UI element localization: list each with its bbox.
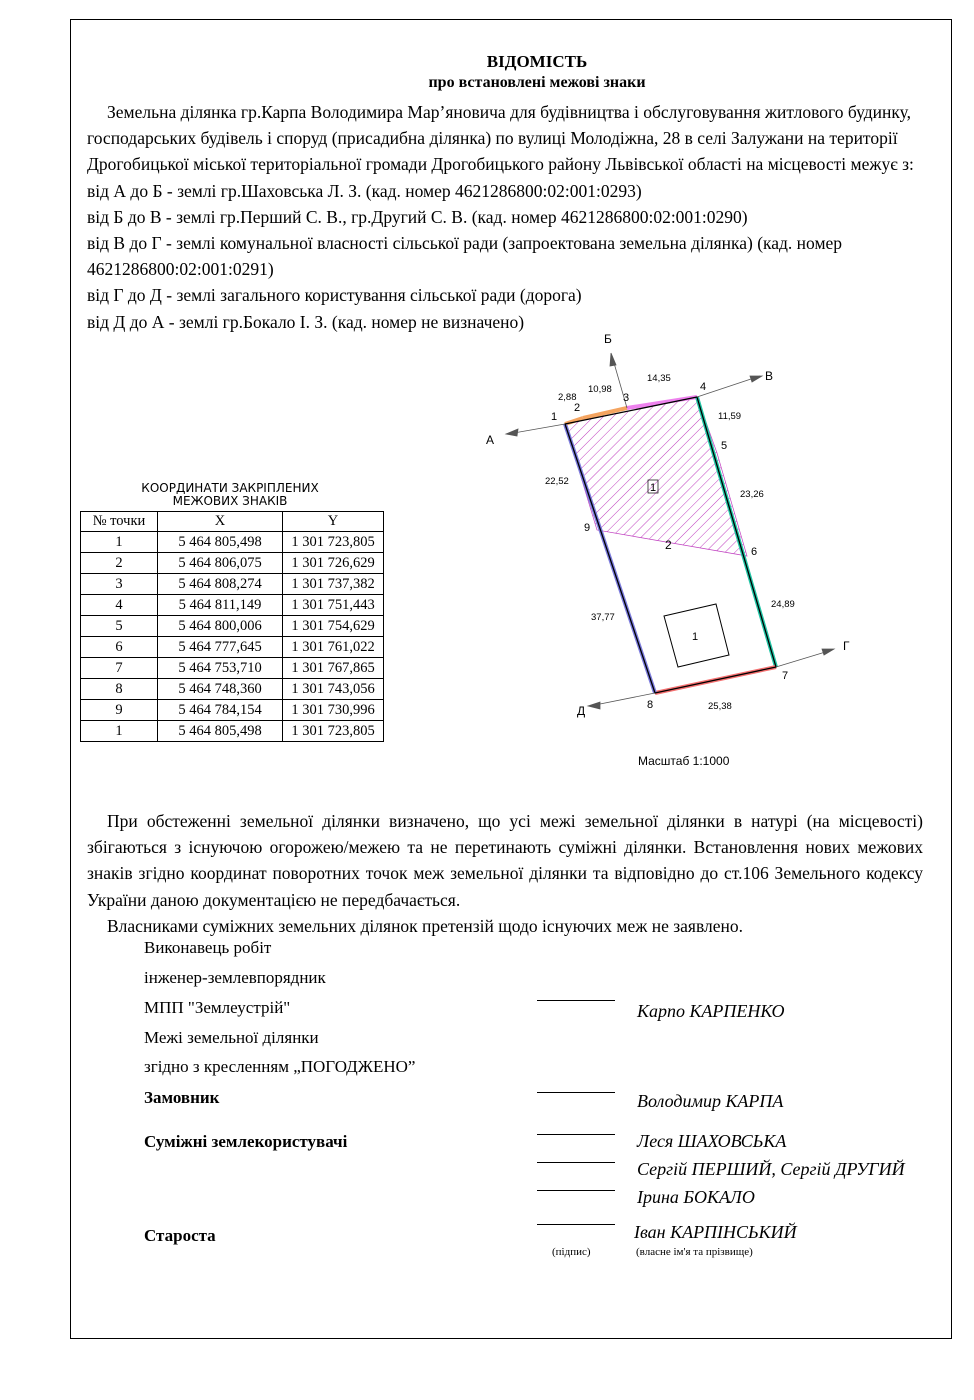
neighbor-label-v: В [765,369,774,383]
cell-x: 5 464 753,710 [158,658,283,679]
customer-signature-line [537,1092,615,1093]
executor-name: Карпо КАРПЕНКО [637,1001,785,1021]
elder-signature-line [537,1224,615,1225]
arrow-head-g [822,649,834,655]
cell-point: 6 [81,637,158,658]
document-subtitle: про встановлені межові знаки [428,74,646,91]
cell-y: 1 301 726,629 [283,553,384,574]
segment-length-4-5: 11,59 [718,411,742,422]
cell-point: 8 [81,679,158,700]
signature-hint: (підпис) [552,1246,591,1258]
arrow-to-v [697,376,760,397]
cell-point: 4 [81,595,158,616]
point-label-1: 1 [551,411,558,423]
cell-point: 9 [81,700,158,721]
cell-point: 5 [81,616,158,637]
executor-label-3: МПП "Землеустрій" [144,998,291,1017]
cell-x: 5 464 805,498 [158,532,283,553]
neighbor-3-signature-line [537,1190,615,1191]
segment-length-6-7: 24,89 [771,599,795,610]
customer-name: Володимир КАРПА [637,1091,784,1111]
header-point-no: № точки [81,512,158,532]
point-label-2: 2 [574,402,581,414]
cell-y: 1 301 743,056 [283,679,384,700]
arrow-head-v [750,376,762,382]
neighbor-3-name: Ірина БОКАЛО [637,1187,755,1207]
neighbors-label: Суміжні землекористувачі [144,1132,348,1151]
document-title: ВІДОМІСТЬ [486,52,588,71]
cell-y: 1 301 754,629 [283,616,384,637]
survey-paragraph-1: При обстеженні земельної ділянки визначено, що усі межі земельної ділянки в натурі (на місцевості) збігаються з існуючою огорожею/межею та не перетинають суміжні ділянки. Встановлення нових межових знаків згідно координат поворотних точок меж земельної ділянки та відповідно до ст.106 Земельного кодексу України даною документацією не передбачається. [87,811,923,910]
cell-point: 1 [81,532,158,553]
executor-signature-line [537,1000,615,1001]
segment-length-9-1: 22,52 [545,476,569,487]
cell-point: 2 [81,553,158,574]
survey-paragraph-2: Власниками суміжних земельних ділянок претензій щодо існуючих меж не заявлено. [107,915,743,936]
parcel-number-lower: 2 [665,538,672,552]
neighbor-label-b: Б [604,332,612,346]
cell-point: 3 [81,574,158,595]
bound-b-v: від Б до В - землі гр.Перший С. В., гр.Другий С. В. (кад. номер 4621286800:02:001:0290) [87,206,748,227]
agreed-label-2: згідно з кресленням „ПОГОДЖЕНО” [144,1057,416,1076]
cell-y: 1 301 730,996 [283,700,384,721]
cell-y: 1 301 761,022 [283,637,384,658]
building-number: 1 [692,631,699,643]
point-label-7: 7 [782,670,789,682]
point-label-8: 8 [647,699,654,711]
arrow-head-d [588,702,600,709]
table-caption-line1: КООРДИНАТИ ЗАКРІПЛЕНИХ [141,481,319,495]
executor-label-2: інженер-землевпорядник [144,968,326,987]
survey-text [87,808,923,939]
bound-a-b: від А до Б - землі гр.Шаховська Л. З. (кад. номер 4621286800:02:001:0293) [87,180,642,201]
neighbor-label-g: Г [843,639,850,653]
neighbor-2-signature-line [537,1162,615,1163]
point-label-9: 9 [584,522,591,534]
segment-length-5-6: 23,26 [740,489,764,500]
segment-length-7-8: 25,38 [708,701,732,712]
cell-x: 5 464 748,360 [158,679,283,700]
cell-y: 1 301 737,382 [283,574,384,595]
neighbor-label-a: А [486,433,495,447]
intro-lead: Земельна ділянка гр.Карпа Володимира Мар’яновича для будівництва і обслуговування житлового будинку, господарських будівель і споруд (присадибна ділянка) по вулиці Молодіжна, 28 в селі Залужани на території Дрогобицької міської територіальної громади Дрогобицького району Львівської області на місцевості межує з: [87,102,914,175]
cell-x: 5 464 777,645 [158,637,283,658]
name-hint: (власне ім'я та прізвище) [636,1246,753,1258]
cell-x: 5 464 800,006 [158,616,283,637]
parcel-number-hatched: 1 [650,482,657,494]
cell-y: 1 301 723,805 [283,532,384,553]
arrow-head-a [506,429,518,436]
cell-y: 1 301 723,805 [283,721,384,742]
bound-v-g: від В до Г - землі комунальної власності сільської ради (запроектована земельна ділянка) (кад. номер 4621286800:02:001:0291) [87,233,843,280]
segment-length-1-2: 2,88 [558,392,577,403]
elder-label: Староста [144,1226,216,1245]
neighbor-1-signature-line [537,1134,615,1135]
customer-label: Замовник [144,1088,220,1107]
table-caption-line2: МЕЖОВИХ ЗНАКІВ [172,494,288,508]
segment-length-3-4: 14,35 [647,373,671,384]
header-y: Y [283,512,384,532]
cell-x: 5 464 808,274 [158,574,283,595]
point-label-6: 6 [751,546,758,558]
cell-x: 5 464 784,154 [158,700,283,721]
header-x: X [158,512,283,532]
cell-x: 5 464 806,075 [158,553,283,574]
neighbor-label-d: Д [577,704,586,718]
cell-point: 7 [81,658,158,679]
neighbor-1-name: Леся ШАХОВСЬКА [637,1131,787,1151]
cell-y: 1 301 751,443 [283,595,384,616]
point-label-5: 5 [721,440,728,452]
elder-name: Іван КАРПІНСЬКИЙ [634,1222,797,1242]
segment-length-8-9: 37,77 [591,612,615,623]
bound-d-a: від Д до А - землі гр.Бокало І. З. (кад. номер не визначено) [87,311,525,332]
bound-g-d: від Г до Д - землі загального користування сільської ради (дорога) [87,285,582,306]
point-label-4: 4 [700,381,707,393]
cell-x: 5 464 805,498 [158,721,283,742]
cell-x: 5 464 811,149 [158,595,283,616]
cell-point: 1 [81,721,158,742]
neighbor-2-name: Сергій ПЕРШИЙ, Сергій ДРУГИЙ [637,1159,905,1179]
plan-scale: Масштаб 1:1000 [638,754,730,768]
agreed-label-1: Межі земельної ділянки [144,1028,319,1047]
executor-label-1: Виконавець робіт [144,938,272,957]
point-label-3: 3 [623,392,630,404]
arrow-head-b [610,353,616,366]
cell-y: 1 301 767,865 [283,658,384,679]
segment-length-2-3: 10,98 [588,384,612,395]
